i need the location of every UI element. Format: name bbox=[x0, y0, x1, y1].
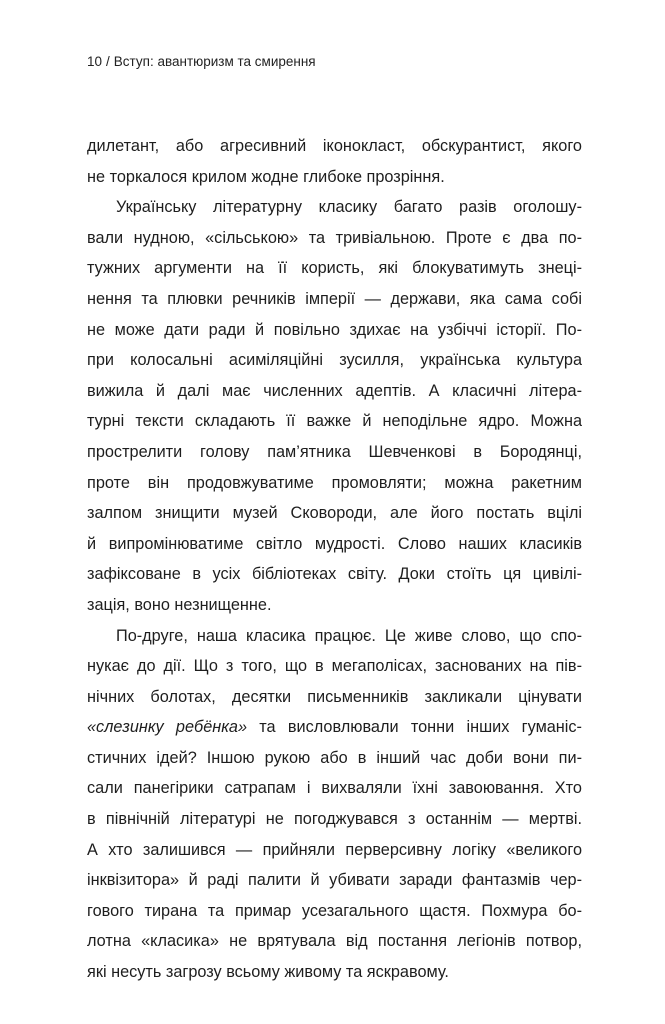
text-line: прострелити голову пам’ятника Шевченкові в Бородянці, bbox=[87, 442, 582, 461]
text-line: нення та плювки речників імперії — держави, яка сама собі bbox=[87, 289, 582, 308]
text-line: гового тирана та примар усезагального щастя. Похмура бо- bbox=[87, 901, 582, 920]
text-line-with-italic bbox=[87, 712, 582, 743]
text-line: не може дати ради й повільно здихає на узбіччі історії. По- bbox=[87, 320, 582, 339]
text-line: нічних болотах, десятки письменників закликали цінувати bbox=[87, 687, 582, 706]
text-line: лотна «класика» не врятувала від постання легіонів потвор, bbox=[87, 932, 582, 951]
paragraph bbox=[87, 192, 582, 620]
text-line: залпом знищити музей Сковороди, але його постать вцілі bbox=[87, 504, 582, 523]
text-line: стичних ідей? Іншою рукою або в інший час доби вони пи- bbox=[87, 748, 582, 767]
body-text bbox=[87, 131, 582, 988]
chapter-title: Вступ: авантюризм та смирення bbox=[113, 54, 316, 69]
paragraph bbox=[87, 621, 582, 988]
text-line: вали нудною, «сільською» та тривіальною. Проте є два по- bbox=[87, 228, 582, 247]
text-line: зафіксоване в усіх бібліотеках світу. Доки стоїть ця цивілі- bbox=[87, 565, 582, 584]
text-line: які несуть загрозу всьому живому та яскравому. bbox=[87, 963, 449, 982]
italic-quote: «слезинку ребёнка» bbox=[87, 718, 247, 737]
text-line: нукає до дії. Що з того, що в мегаполісах, заснованих на пів- bbox=[87, 657, 582, 676]
text-line: й випромінюватиме світло мудрості. Слово наших класиків bbox=[87, 534, 582, 553]
text-line: Українську літературну класику багато разів оголошу- bbox=[116, 198, 582, 217]
text-line: По-друге, наша класика працює. Це живе слово, що спо- bbox=[116, 626, 582, 645]
text-line: сали панегірики сатрапам і вихваляли їхні завоювання. Хто bbox=[87, 779, 582, 798]
text-line: при колосальні асиміляційні зусилля, українська культура bbox=[87, 351, 582, 370]
text-line: А хто залишився — прийняли перверсивну логіку «великого bbox=[87, 840, 582, 859]
text-line: зація, воно незнищенне. bbox=[87, 595, 272, 614]
page-number: 10 bbox=[87, 54, 103, 69]
text-line: вижила й далі має численних адептів. А класичні літера- bbox=[87, 381, 582, 400]
text-line: турні тексти складають її важке й неподільне ядро. Можна bbox=[87, 412, 582, 431]
text-line: в північній літературі не погоджувався з останнім — мертві. bbox=[87, 810, 582, 829]
running-header bbox=[87, 54, 316, 70]
text-line: не торкалося крилом жодне глибоке прозріння. bbox=[87, 167, 445, 186]
paragraph bbox=[87, 131, 582, 192]
header-separator: / bbox=[106, 54, 110, 69]
text-span: та висловлювали тонни інших гуманіс- bbox=[247, 718, 582, 737]
text-line: проте він продовжуватиме промовляти; можна ракетним bbox=[87, 473, 582, 492]
text-line: інквізитора» й раді палити й убивати заради фантазмів чер- bbox=[87, 871, 582, 890]
text-line: тужних аргументи на її користь, які блокуватимуть знеці- bbox=[87, 259, 582, 278]
text-line: дилетант, або агресивний іконокласт, обскурантист, якого bbox=[87, 137, 582, 155]
